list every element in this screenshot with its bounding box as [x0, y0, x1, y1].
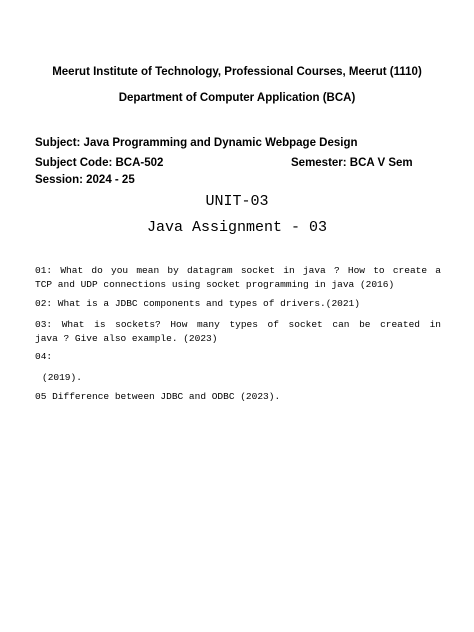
- session-label: Session: 2024 - 25: [35, 174, 135, 186]
- question-1-line-2: TCP and UDP connections using socket programming in java (2016): [35, 279, 395, 290]
- question-5: [35, 390, 441, 404]
- subject-line: Subject: Java Programming and Dynamic Webpage Design: [35, 137, 358, 149]
- question-3-line-1: 03: What is sockets? How many types of socket can be created in: [35, 319, 441, 330]
- question-2-text: 02: What is a JDBC components and types of drivers.(2021): [35, 298, 360, 309]
- subject-code: Subject Code: BCA-502: [35, 157, 164, 169]
- question-2: [35, 297, 441, 311]
- question-1: [35, 264, 441, 292]
- question-4-year-text: (2019).: [42, 372, 82, 383]
- question-3: [35, 318, 441, 346]
- department-name: Department of Computer Application (BCA): [118, 92, 356, 104]
- question-1-line-1: 01: What do you mean by datagram socket in java ? How to create a: [35, 265, 441, 276]
- question-3-line-2: java ? Give also example. (2023): [35, 333, 218, 344]
- question-5-text: 05 Difference between JDBC and ODBC (2023).: [35, 391, 281, 402]
- question-4-label-text: 04:: [35, 351, 53, 362]
- institute-name: Meerut Institute of Technology, Professional Courses, Meerut (1110): [52, 66, 422, 78]
- assignment-title: Java Assignment - 03: [146, 219, 328, 236]
- question-4-year: [42, 371, 448, 385]
- semester-label: Semester: BCA V Sem: [291, 157, 413, 169]
- unit-title: UNIT-03: [205, 193, 269, 210]
- question-4-label: [35, 350, 441, 364]
